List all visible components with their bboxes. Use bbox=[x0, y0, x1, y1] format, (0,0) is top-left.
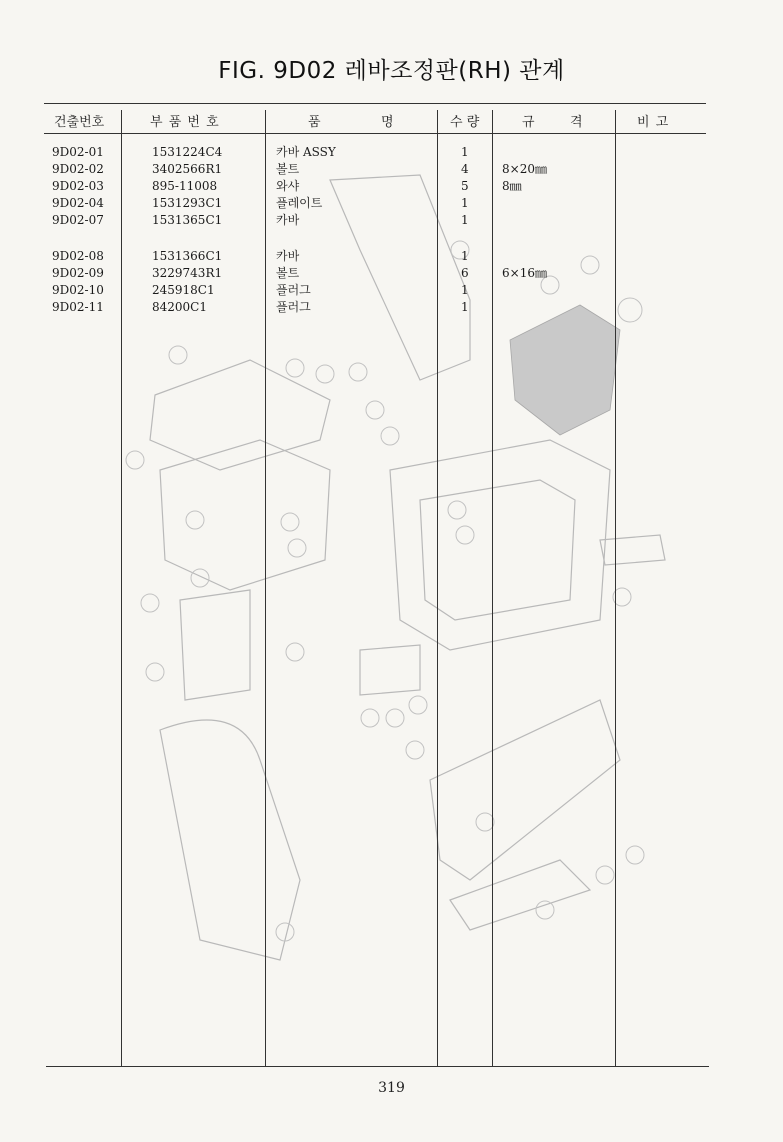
part-name-cell: 카바 ASSY bbox=[276, 145, 336, 159]
part-name-cell: 볼트 bbox=[276, 162, 300, 176]
header-ref-no: 건출번호 bbox=[54, 115, 105, 130]
part-no-cell: 1531293C1 bbox=[152, 196, 223, 210]
part-no-cell: 3229743R1 bbox=[152, 266, 223, 280]
quantity-cell: 1 bbox=[461, 145, 469, 159]
part-name-cell: 플레이트 bbox=[276, 196, 323, 210]
ref-no-cell: 9D02-08 bbox=[52, 249, 104, 263]
header-spec-a: 규 bbox=[522, 115, 535, 130]
quantity-cell: 1 bbox=[461, 300, 469, 314]
header-part-name-a: 품 bbox=[308, 115, 321, 130]
column-divider bbox=[437, 110, 438, 1066]
part-name-cell: 플러그 bbox=[276, 300, 311, 314]
part-name-cell: 플러그 bbox=[276, 283, 311, 297]
header-part-no: 부 품 번 호 bbox=[150, 115, 220, 130]
header-quantity: 수 량 bbox=[450, 115, 480, 130]
quantity-cell: 1 bbox=[461, 283, 469, 297]
spec-cell: 8㎜ bbox=[502, 179, 522, 193]
header-bottom-rule bbox=[44, 133, 706, 134]
ref-no-cell: 9D02-04 bbox=[52, 196, 104, 210]
quantity-cell: 4 bbox=[461, 162, 469, 176]
header-spec-b: 격 bbox=[570, 115, 583, 130]
column-divider bbox=[615, 110, 616, 1066]
table-bottom-rule bbox=[46, 1066, 709, 1067]
column-divider bbox=[265, 110, 266, 1066]
ref-no-cell: 9D02-11 bbox=[52, 300, 104, 314]
header-remark: 비 고 bbox=[637, 115, 670, 130]
ref-no-cell: 9D02-10 bbox=[52, 283, 104, 297]
part-name-cell: 와샤 bbox=[276, 179, 300, 193]
ref-no-cell: 9D02-03 bbox=[52, 179, 104, 193]
quantity-cell: 1 bbox=[461, 249, 469, 263]
part-name-cell: 볼트 bbox=[276, 266, 300, 280]
page-number: 319 bbox=[378, 1080, 405, 1096]
part-name-cell: 카바 bbox=[276, 213, 300, 227]
part-no-cell: 3402566R1 bbox=[152, 162, 223, 176]
part-no-cell: 1531224C4 bbox=[152, 145, 223, 159]
quantity-cell: 1 bbox=[461, 196, 469, 210]
quantity-cell: 6 bbox=[461, 266, 469, 280]
part-no-cell: 1531365C1 bbox=[152, 213, 223, 227]
ref-no-cell: 9D02-09 bbox=[52, 266, 104, 280]
ref-no-cell: 9D02-07 bbox=[52, 213, 104, 227]
part-no-cell: 84200C1 bbox=[152, 300, 207, 314]
spec-cell: 6×16㎜ bbox=[502, 266, 547, 280]
table-top-rule bbox=[44, 103, 706, 104]
column-divider bbox=[492, 110, 493, 1066]
part-no-cell: 895-11008 bbox=[152, 179, 218, 193]
ref-no-cell: 9D02-01 bbox=[52, 145, 104, 159]
column-divider bbox=[121, 110, 122, 1066]
quantity-cell: 1 bbox=[461, 213, 469, 227]
page-title: FIG. 9D02 레바조정판(RH) 관계 bbox=[218, 58, 565, 84]
part-name-cell: 카바 bbox=[276, 249, 300, 263]
header-part-name-b: 명 bbox=[381, 115, 394, 130]
part-no-cell: 245918C1 bbox=[152, 283, 215, 297]
spec-cell: 8×20㎜ bbox=[502, 162, 547, 176]
ref-no-cell: 9D02-02 bbox=[52, 162, 104, 176]
quantity-cell: 5 bbox=[461, 179, 469, 193]
part-no-cell: 1531366C1 bbox=[152, 249, 223, 263]
